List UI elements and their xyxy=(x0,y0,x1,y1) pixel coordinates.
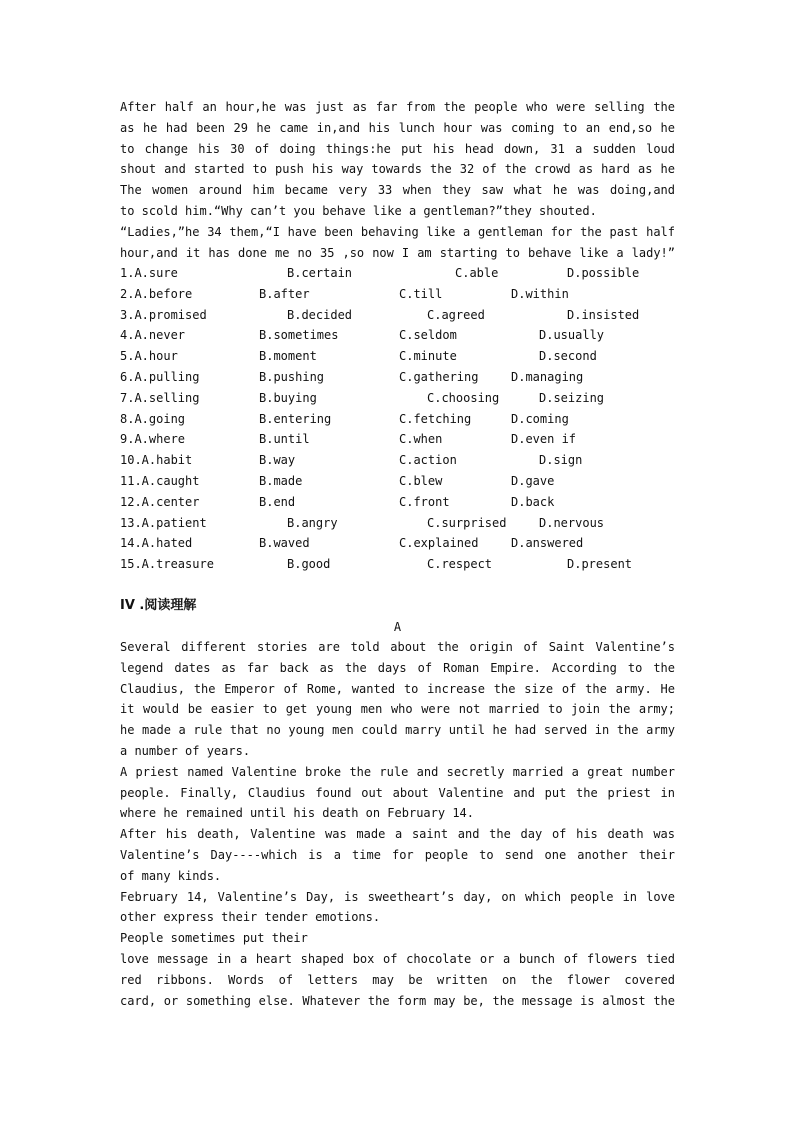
reading-line: legend dates as far back as the days of Roman Empire. According to the xyxy=(120,660,675,675)
option-d: D.gave xyxy=(511,473,555,488)
option-d: D.usually xyxy=(539,328,605,343)
option-c: C.seldom xyxy=(399,328,457,343)
reading-line: a number of years. xyxy=(120,743,251,758)
options-list xyxy=(120,263,675,575)
option-d: D.within xyxy=(511,286,569,301)
option-row xyxy=(120,450,675,471)
option-c: C.front xyxy=(399,494,450,509)
option-c: C.blew xyxy=(399,473,443,488)
option-b: B.made xyxy=(259,473,303,488)
option-a: 13.A.patient xyxy=(120,515,207,530)
option-c: C.choosing xyxy=(427,390,500,405)
option-c: C.gathering xyxy=(399,369,479,384)
option-row xyxy=(120,305,675,326)
option-d: D.seizing xyxy=(539,390,605,405)
reading-line: After his death, Valentine was made a saint and the day of his death was xyxy=(120,827,675,842)
option-b: B.after xyxy=(259,286,310,301)
option-row xyxy=(120,429,675,450)
option-row xyxy=(120,471,675,492)
option-a: 4.A.never xyxy=(120,328,186,343)
option-a: 6.A.pulling xyxy=(120,369,200,384)
option-a: 5.A.hour xyxy=(120,349,178,364)
reading-line: card, or something else. Whatever the form may be, the message is almost the xyxy=(120,993,675,1008)
reading-line: of many kinds. xyxy=(120,868,222,883)
option-a: 2.A.before xyxy=(120,286,193,301)
reading-line: A priest named Valentine broke the rule and secretly married a great number xyxy=(120,764,675,779)
option-row xyxy=(120,492,675,513)
option-c: C.fetching xyxy=(399,411,472,426)
reading-line: people. Finally, Claudius found out about Valentine and put the priest in xyxy=(120,785,675,800)
cloze-passage xyxy=(120,97,675,263)
option-a: 12.A.center xyxy=(120,494,200,509)
option-b: B.certain xyxy=(287,266,353,280)
option-b: B.pushing xyxy=(259,369,325,384)
option-b: B.angry xyxy=(287,515,338,530)
option-d: D.nervous xyxy=(539,515,605,530)
option-d: D.insisted xyxy=(567,307,640,322)
option-c: C.able xyxy=(455,266,499,280)
option-row xyxy=(120,533,675,554)
option-a: 10.A.habit xyxy=(120,453,193,468)
option-c: C.till xyxy=(399,286,443,301)
reading-line: Several different stories are told about the origin of Saint Valentine’s xyxy=(120,640,675,654)
option-d: D.second xyxy=(539,349,597,364)
option-b: B.moment xyxy=(259,349,317,364)
option-a: 8.A.going xyxy=(120,411,186,426)
option-c: C.minute xyxy=(399,349,457,364)
option-row xyxy=(120,325,675,346)
option-c: C.when xyxy=(399,432,443,447)
option-row xyxy=(120,554,675,575)
option-a: 9.A.where xyxy=(120,432,186,447)
option-a: 7.A.selling xyxy=(120,390,200,405)
option-d: D.even if xyxy=(511,432,577,447)
reading-line: he made a rule that no young men could marry until he had served in the army xyxy=(120,723,675,738)
reading-line: where he remained until his death on February 14. xyxy=(120,806,475,821)
option-b: B.waved xyxy=(259,536,310,551)
option-row xyxy=(120,367,675,388)
option-b: B.decided xyxy=(287,307,353,322)
option-a: 1.A.sure xyxy=(120,266,178,280)
reading-line: it would be easier to get young men who were not married to join the army; xyxy=(120,702,675,717)
option-d: D.managing xyxy=(511,369,584,384)
passage-line: shout and started to push his way towards the 32 of the crowd as hard as he xyxy=(120,162,675,177)
option-b: B.good xyxy=(287,557,331,572)
option-b: B.sometimes xyxy=(259,328,339,343)
reading-line: red ribbons. Words of letters may be written on the flower covered xyxy=(120,972,675,987)
option-row xyxy=(120,284,675,305)
passage-line: to scold him.“Why can’t you behave like a gentleman?”they shouted. xyxy=(120,203,597,218)
reading-line: Valentine’s Day----which is a time for people to send one another their xyxy=(120,847,675,862)
option-a: 14.A.hated xyxy=(120,536,193,551)
reading-line: February 14, Valentine’s Day, is sweetheart’s day, on which people in love xyxy=(120,889,675,904)
option-c: C.agreed xyxy=(427,307,485,322)
option-d: D.present xyxy=(567,557,633,572)
reading-line: People sometimes put their xyxy=(120,931,308,946)
option-row xyxy=(120,388,675,409)
passage-line: After half an hour,he was just as far from the people who were selling the xyxy=(120,100,675,114)
option-c: C.surprised xyxy=(427,515,507,530)
passage-line: hour,and it has done me no 35 ,so now I am starting to behave like a lady!” xyxy=(120,245,675,260)
option-c: C.action xyxy=(399,453,457,468)
option-d: D.back xyxy=(511,494,555,509)
option-row xyxy=(120,346,675,367)
option-b: B.way xyxy=(259,453,296,468)
reading-passage xyxy=(120,637,675,1011)
option-b: B.entering xyxy=(259,411,332,426)
section-heading: IV .阅读理解 xyxy=(120,598,197,613)
option-row xyxy=(120,409,675,430)
option-d: D.possible xyxy=(567,266,640,280)
passage-line: as he had been 29 he came in,and his lunch hour was coming to an end,so he xyxy=(120,120,675,135)
option-d: D.coming xyxy=(511,411,569,426)
option-d: D.sign xyxy=(539,453,583,468)
option-a: 11.A.caught xyxy=(120,473,200,488)
reading-line: love message in a heart shaped box of chocolate or a bunch of flowers tied xyxy=(120,951,675,966)
option-a: 3.A.promised xyxy=(120,307,207,322)
option-c: C.respect xyxy=(427,557,493,572)
reading-line: other express their tender emotions. xyxy=(120,910,381,925)
option-b: B.until xyxy=(259,432,310,447)
option-row xyxy=(120,513,675,534)
reading-line: Claudius, the Emperor of Rome, wanted to increase the size of the army. He xyxy=(120,681,675,696)
option-d: D.answered xyxy=(511,536,584,551)
option-a: 15.A.treasure xyxy=(120,557,214,572)
section-subheading: A xyxy=(393,620,402,634)
passage-line: to change his 30 of doing things:he put his head down, 31 a sudden loud xyxy=(120,141,675,156)
option-b: B.end xyxy=(259,494,296,509)
passage-line: “Ladies,”he 34 them,“I have been behaving like a gentleman for the past half xyxy=(120,224,675,239)
option-c: C.explained xyxy=(399,536,479,551)
option-b: B.buying xyxy=(259,390,317,405)
option-row xyxy=(120,263,675,284)
passage-line: The women around him became very 33 when they saw what he was doing,and xyxy=(120,183,675,198)
